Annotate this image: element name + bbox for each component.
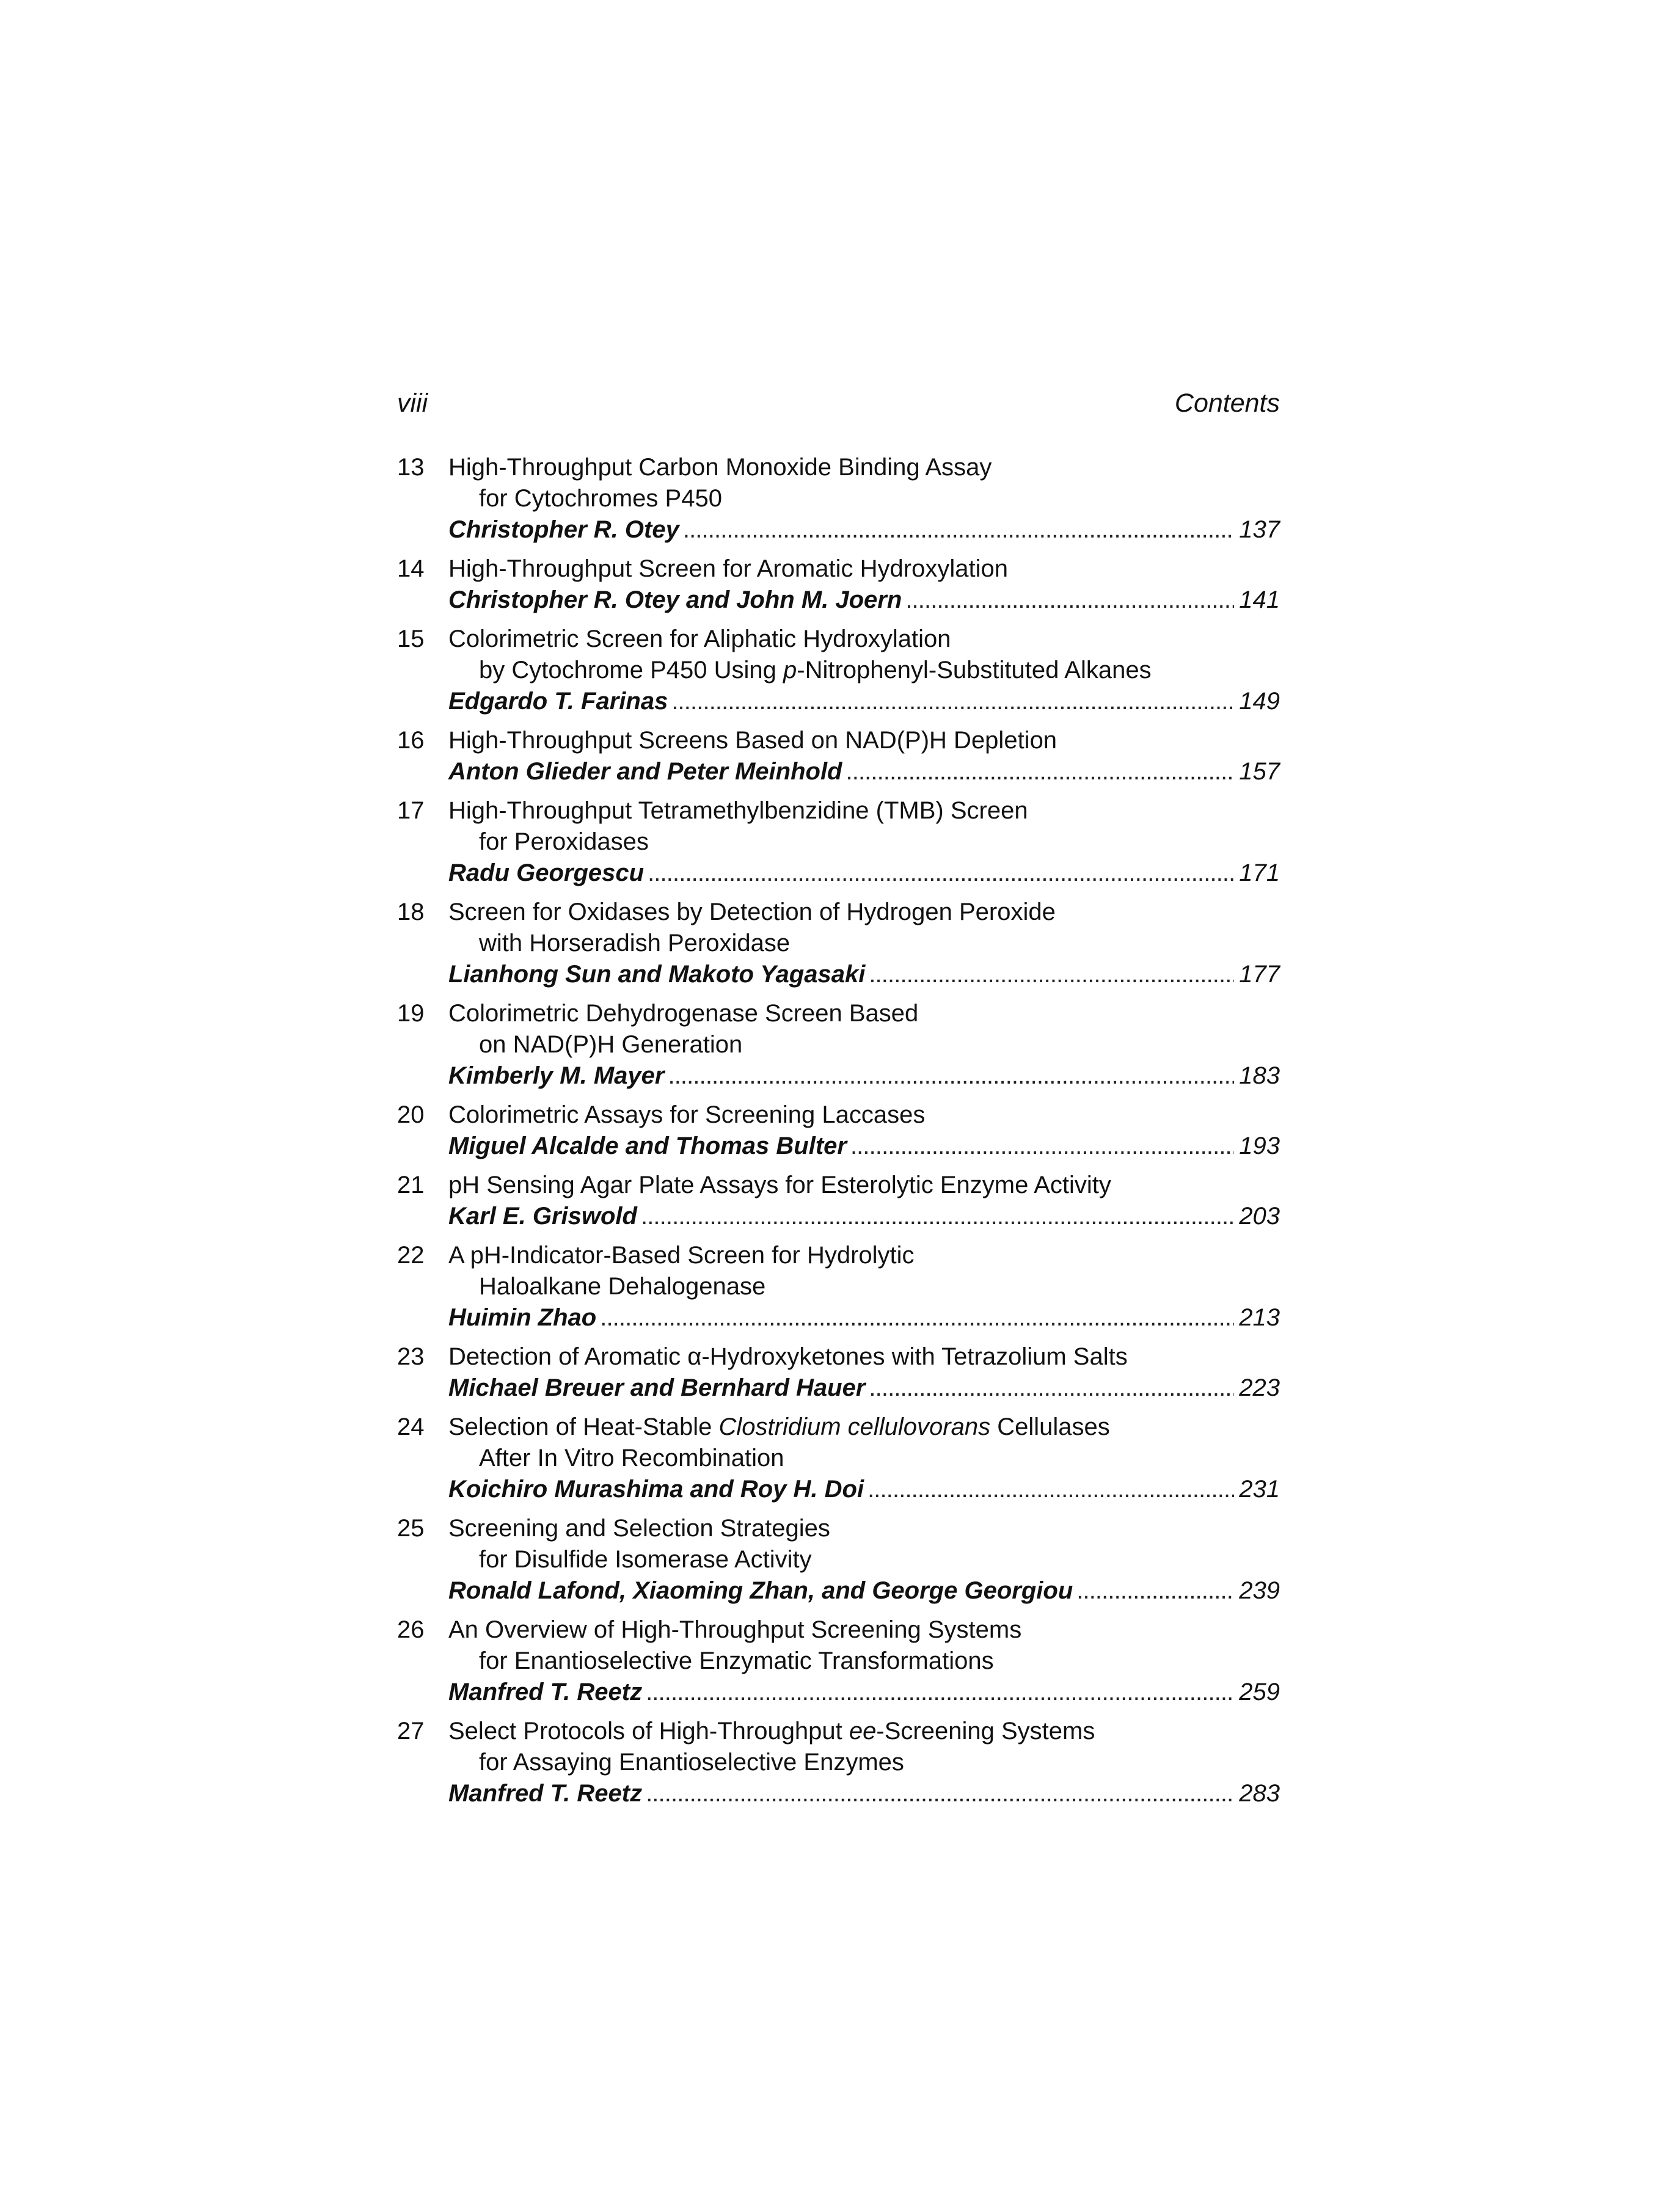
- toc-author-line: [397, 1060, 1280, 1092]
- toc-title-line: [397, 1029, 1280, 1060]
- dot-leader: [869, 959, 1234, 990]
- dot-leader: [1076, 1575, 1234, 1606]
- chapter-title-segment: High-Throughput Tetramethylbenzidine (TMB) Screen: [448, 797, 1028, 824]
- chapter-number: 20: [397, 1101, 425, 1128]
- toc-title-line: [397, 1341, 1280, 1373]
- toc-author-line: [397, 756, 1280, 787]
- chapter-page-number: 137: [1239, 516, 1280, 543]
- chapter-title: [448, 998, 918, 1029]
- chapter-authors: Radu Georgescu: [448, 859, 645, 886]
- chapter-authors: Miguel Alcalde and Thomas Bulter: [448, 1132, 847, 1159]
- toc-author-line: [397, 1131, 1280, 1162]
- chapter-title-segment: Selection of Heat-Stable: [448, 1413, 719, 1440]
- chapter-title-segment: for Peroxidases: [479, 828, 649, 855]
- chapter-title-segment: Screen for Oxidases by Detection of Hydrogen Peroxide: [448, 899, 1056, 925]
- author-leader-row: [448, 1474, 1280, 1505]
- toc-entry: [397, 795, 1280, 889]
- author-leader-row: [448, 1060, 1280, 1092]
- chapter-title-segment: Screening and Selection Strategies: [448, 1515, 830, 1542]
- chapter-title: [448, 553, 1008, 585]
- chapter-number: 22: [397, 1242, 425, 1269]
- chapter-title: [448, 1100, 925, 1131]
- chapter-title: [448, 1716, 1095, 1747]
- toc-author-line: [397, 514, 1280, 545]
- chapter-page-number: 213: [1239, 1304, 1280, 1331]
- page-header: [397, 388, 1280, 425]
- dot-leader: [668, 1060, 1234, 1092]
- chapter-title-segment: -Nitrophenyl-Substituted Alkanes: [797, 657, 1152, 684]
- toc-title-line: [397, 1614, 1280, 1646]
- chapter-title-segment: -Screening Systems: [876, 1718, 1095, 1745]
- toc-entry: [397, 553, 1280, 616]
- toc-title-line: [397, 1170, 1280, 1201]
- toc-author-line: [397, 1373, 1280, 1404]
- toc-entry: [397, 998, 1280, 1092]
- toc-entry: [397, 624, 1280, 717]
- chapter-title-segment: Colorimetric Screen for Aliphatic Hydroxylation: [448, 625, 951, 652]
- toc-title-line: [397, 928, 1280, 959]
- dot-leader: [646, 1778, 1234, 1809]
- chapter-number: 13: [397, 454, 425, 481]
- chapter-title-segment: Detection of Aromatic α-Hydroxyketones with Tetrazolium Salts: [448, 1343, 1128, 1370]
- chapter-title-segment: An Overview of High-Throughput Screening Systems: [448, 1616, 1022, 1643]
- chapter-page-number: 157: [1239, 758, 1280, 785]
- chapter-title: [479, 1544, 812, 1575]
- dot-leader: [646, 1677, 1234, 1708]
- chapter-page-number: 177: [1239, 961, 1280, 988]
- chapter-authors: Huimin Zhao: [448, 1304, 597, 1331]
- toc-author-line: [397, 585, 1280, 616]
- chapter-title-segment: Colorimetric Dehydrogenase Screen Based: [448, 1000, 919, 1027]
- toc-title-line: [397, 1544, 1280, 1575]
- dot-leader: [846, 756, 1235, 787]
- chapter-title-segment: by Cytochrome P450 Using: [479, 657, 784, 684]
- chapter-title: [448, 1240, 915, 1271]
- toc-title-line: [397, 998, 1280, 1029]
- author-leader-row: [448, 514, 1280, 545]
- chapter-authors: Lianhong Sun and Makoto Yagasaki: [448, 961, 866, 988]
- toc-author-line: [397, 959, 1280, 990]
- toc-author-line: [397, 1575, 1280, 1606]
- toc-entry: [397, 1614, 1280, 1708]
- toc-title-line: [397, 1271, 1280, 1302]
- toc-entry: [397, 452, 1280, 545]
- chapter-title-segment: p: [783, 657, 797, 684]
- chapter-title: [479, 655, 1152, 686]
- chapter-title-segment: Colorimetric Assays for Screening Laccases: [448, 1101, 926, 1128]
- toc-entry: [397, 1341, 1280, 1404]
- chapter-title-segment: High-Throughput Carbon Monoxide Binding Assay: [448, 454, 992, 481]
- chapter-authors: Ronald Lafond, Xiaoming Zhan, and George Georgiou: [448, 1577, 1073, 1604]
- toc-title-line: [397, 655, 1280, 686]
- chapter-number: 17: [397, 797, 425, 824]
- chapter-authors: Michael Breuer and Bernhard Hauer: [448, 1374, 866, 1401]
- chapter-title: [448, 452, 992, 483]
- toc-title-line: [397, 725, 1280, 756]
- toc-entry: [397, 1513, 1280, 1606]
- toc-entry: [397, 1170, 1280, 1232]
- chapter-authors: Manfred T. Reetz: [448, 1679, 643, 1705]
- chapter-title-segment: Select Protocols of High-Throughput: [448, 1718, 849, 1745]
- author-leader-row: [448, 1131, 1280, 1162]
- chapter-number: 19: [397, 1000, 425, 1027]
- chapter-title: [448, 725, 1057, 756]
- toc-author-line: [397, 686, 1280, 717]
- author-leader-row: [448, 756, 1280, 787]
- chapter-title-segment: Cellulases: [990, 1413, 1110, 1440]
- author-leader-row: [448, 959, 1280, 990]
- chapter-authors: Manfred T. Reetz: [448, 1780, 643, 1807]
- chapter-title-segment: for Cytochromes P450: [479, 485, 722, 512]
- chapter-page-number: 183: [1239, 1062, 1280, 1089]
- toc-title-line: [397, 795, 1280, 826]
- chapter-page-number: 203: [1239, 1203, 1280, 1230]
- toc-entry: [397, 1100, 1280, 1162]
- chapter-title-segment: pH Sensing Agar Plate Assays for Esterolytic Enzyme Activity: [448, 1172, 1111, 1198]
- toc-author-line: [397, 1778, 1280, 1809]
- chapter-authors: Koichiro Murashima and Roy H. Doi: [448, 1476, 864, 1503]
- chapter-title-segment: for Assaying Enantioselective Enzymes: [479, 1749, 904, 1776]
- chapter-number: 27: [397, 1718, 425, 1745]
- toc-title-line: [397, 1443, 1280, 1474]
- chapter-title-segment: with Horseradish Peroxidase: [479, 930, 791, 957]
- chapter-title: [448, 624, 951, 655]
- chapter-page-number: 141: [1239, 586, 1280, 613]
- chapter-title: [448, 897, 1056, 928]
- chapter-number: 24: [397, 1413, 425, 1440]
- chapter-title: [448, 1614, 1021, 1646]
- page-number-label: viii: [397, 388, 428, 418]
- author-leader-row: [448, 1373, 1280, 1404]
- chapter-title: [448, 1513, 830, 1544]
- author-leader-row: [448, 1201, 1280, 1232]
- toc-author-line: [397, 1201, 1280, 1232]
- chapter-title: [448, 1170, 1111, 1201]
- author-leader-row: [448, 585, 1280, 616]
- chapter-page-number: 223: [1239, 1374, 1280, 1401]
- dot-leader: [869, 1373, 1234, 1404]
- chapter-page-number: 259: [1239, 1679, 1280, 1705]
- chapter-authors: Karl E. Griswold: [448, 1203, 637, 1230]
- toc-title-line: [397, 553, 1280, 585]
- toc-title-line: [397, 483, 1280, 514]
- toc-title-line: [397, 897, 1280, 928]
- chapter-title: [448, 1341, 1128, 1373]
- chapter-page-number: 193: [1239, 1132, 1280, 1159]
- toc-entry: [397, 1412, 1280, 1505]
- dot-leader: [905, 585, 1234, 616]
- dot-leader: [867, 1474, 1234, 1505]
- toc-author-line: [397, 858, 1280, 889]
- chapter-number: 25: [397, 1515, 425, 1542]
- chapter-title-segment: for Disulfide Isomerase Activity: [479, 1546, 812, 1573]
- author-leader-row: [448, 858, 1280, 889]
- chapter-number: 26: [397, 1616, 425, 1643]
- author-leader-row: [448, 1677, 1280, 1708]
- chapter-title-segment: on NAD(P)H Generation: [479, 1031, 743, 1058]
- chapter-title: [448, 795, 1028, 826]
- toc-title-line: [397, 452, 1280, 483]
- chapter-authors: Christopher R. Otey: [448, 516, 679, 543]
- chapter-title-segment: After In Vitro Recombination: [479, 1445, 784, 1471]
- toc-title-line: [397, 1646, 1280, 1677]
- chapter-authors: Anton Glieder and Peter Meinhold: [448, 758, 842, 785]
- dot-leader: [641, 1201, 1234, 1232]
- chapter-number: 21: [397, 1172, 425, 1198]
- toc-author-line: [397, 1474, 1280, 1505]
- chapter-authors: Kimberly M. Mayer: [448, 1062, 665, 1089]
- chapter-title-segment: Clostridium cellulovorans: [718, 1413, 991, 1440]
- chapter-number: 16: [397, 727, 425, 754]
- toc-entry: [397, 1240, 1280, 1333]
- dot-leader: [600, 1302, 1234, 1333]
- author-leader-row: [448, 1778, 1280, 1809]
- chapter-title: [479, 1747, 904, 1778]
- chapter-title-segment: High-Throughput Screens Based on NAD(P)H Depletion: [448, 727, 1057, 754]
- toc-title-line: [397, 624, 1280, 655]
- chapter-title: [479, 1443, 784, 1474]
- author-leader-row: [448, 1302, 1280, 1333]
- chapter-title: [479, 928, 790, 959]
- toc-title-line: [397, 1412, 1280, 1443]
- chapter-page-number: 149: [1239, 688, 1280, 715]
- dot-leader: [683, 514, 1234, 545]
- chapter-number: 23: [397, 1343, 425, 1370]
- chapter-title: [479, 1029, 742, 1060]
- chapter-title-segment: A pH-Indicator-Based Screen for Hydrolytic: [448, 1242, 915, 1269]
- toc-title-line: [397, 1100, 1280, 1131]
- toc-entry: [397, 725, 1280, 787]
- chapter-title: [479, 826, 649, 858]
- chapter-page-number: 239: [1239, 1577, 1280, 1604]
- toc-title-line: [397, 1747, 1280, 1778]
- chapter-title: [479, 1646, 994, 1677]
- chapter-number: 18: [397, 899, 425, 925]
- author-leader-row: [448, 686, 1280, 717]
- toc-title-line: [397, 1513, 1280, 1544]
- toc-title-line: [397, 1716, 1280, 1747]
- toc-title-line: [397, 826, 1280, 858]
- chapter-authors: Christopher R. Otey and John M. Joern: [448, 586, 902, 613]
- dot-leader: [850, 1131, 1234, 1162]
- toc-author-line: [397, 1677, 1280, 1708]
- dot-leader: [671, 686, 1234, 717]
- toc-title-line: [397, 1240, 1280, 1271]
- chapter-page-number: 171: [1239, 859, 1280, 886]
- toc-entry: [397, 897, 1280, 990]
- chapter-page-number: 231: [1239, 1476, 1280, 1503]
- chapter-title: [448, 1412, 1110, 1443]
- chapter-number: 14: [397, 555, 425, 582]
- author-leader-row: [448, 1575, 1280, 1606]
- chapter-title-segment: for Enantioselective Enzymatic Transformations: [479, 1647, 994, 1674]
- table-of-contents: [397, 452, 1280, 1817]
- toc-author-line: [397, 1302, 1280, 1333]
- running-header-title: Contents: [1174, 388, 1280, 418]
- chapter-title: [479, 483, 722, 514]
- chapter-authors: Edgardo T. Farinas: [448, 688, 668, 715]
- chapter-title-segment: High-Throughput Screen for Aromatic Hydroxylation: [448, 555, 1008, 582]
- dot-leader: [648, 858, 1234, 889]
- chapter-title-segment: Haloalkane Dehalogenase: [479, 1273, 766, 1300]
- toc-entry: [397, 1716, 1280, 1809]
- chapter-page-number: 283: [1239, 1780, 1280, 1807]
- chapter-title-segment: ee: [849, 1718, 877, 1745]
- chapter-title: [479, 1271, 765, 1302]
- chapter-number: 15: [397, 625, 425, 652]
